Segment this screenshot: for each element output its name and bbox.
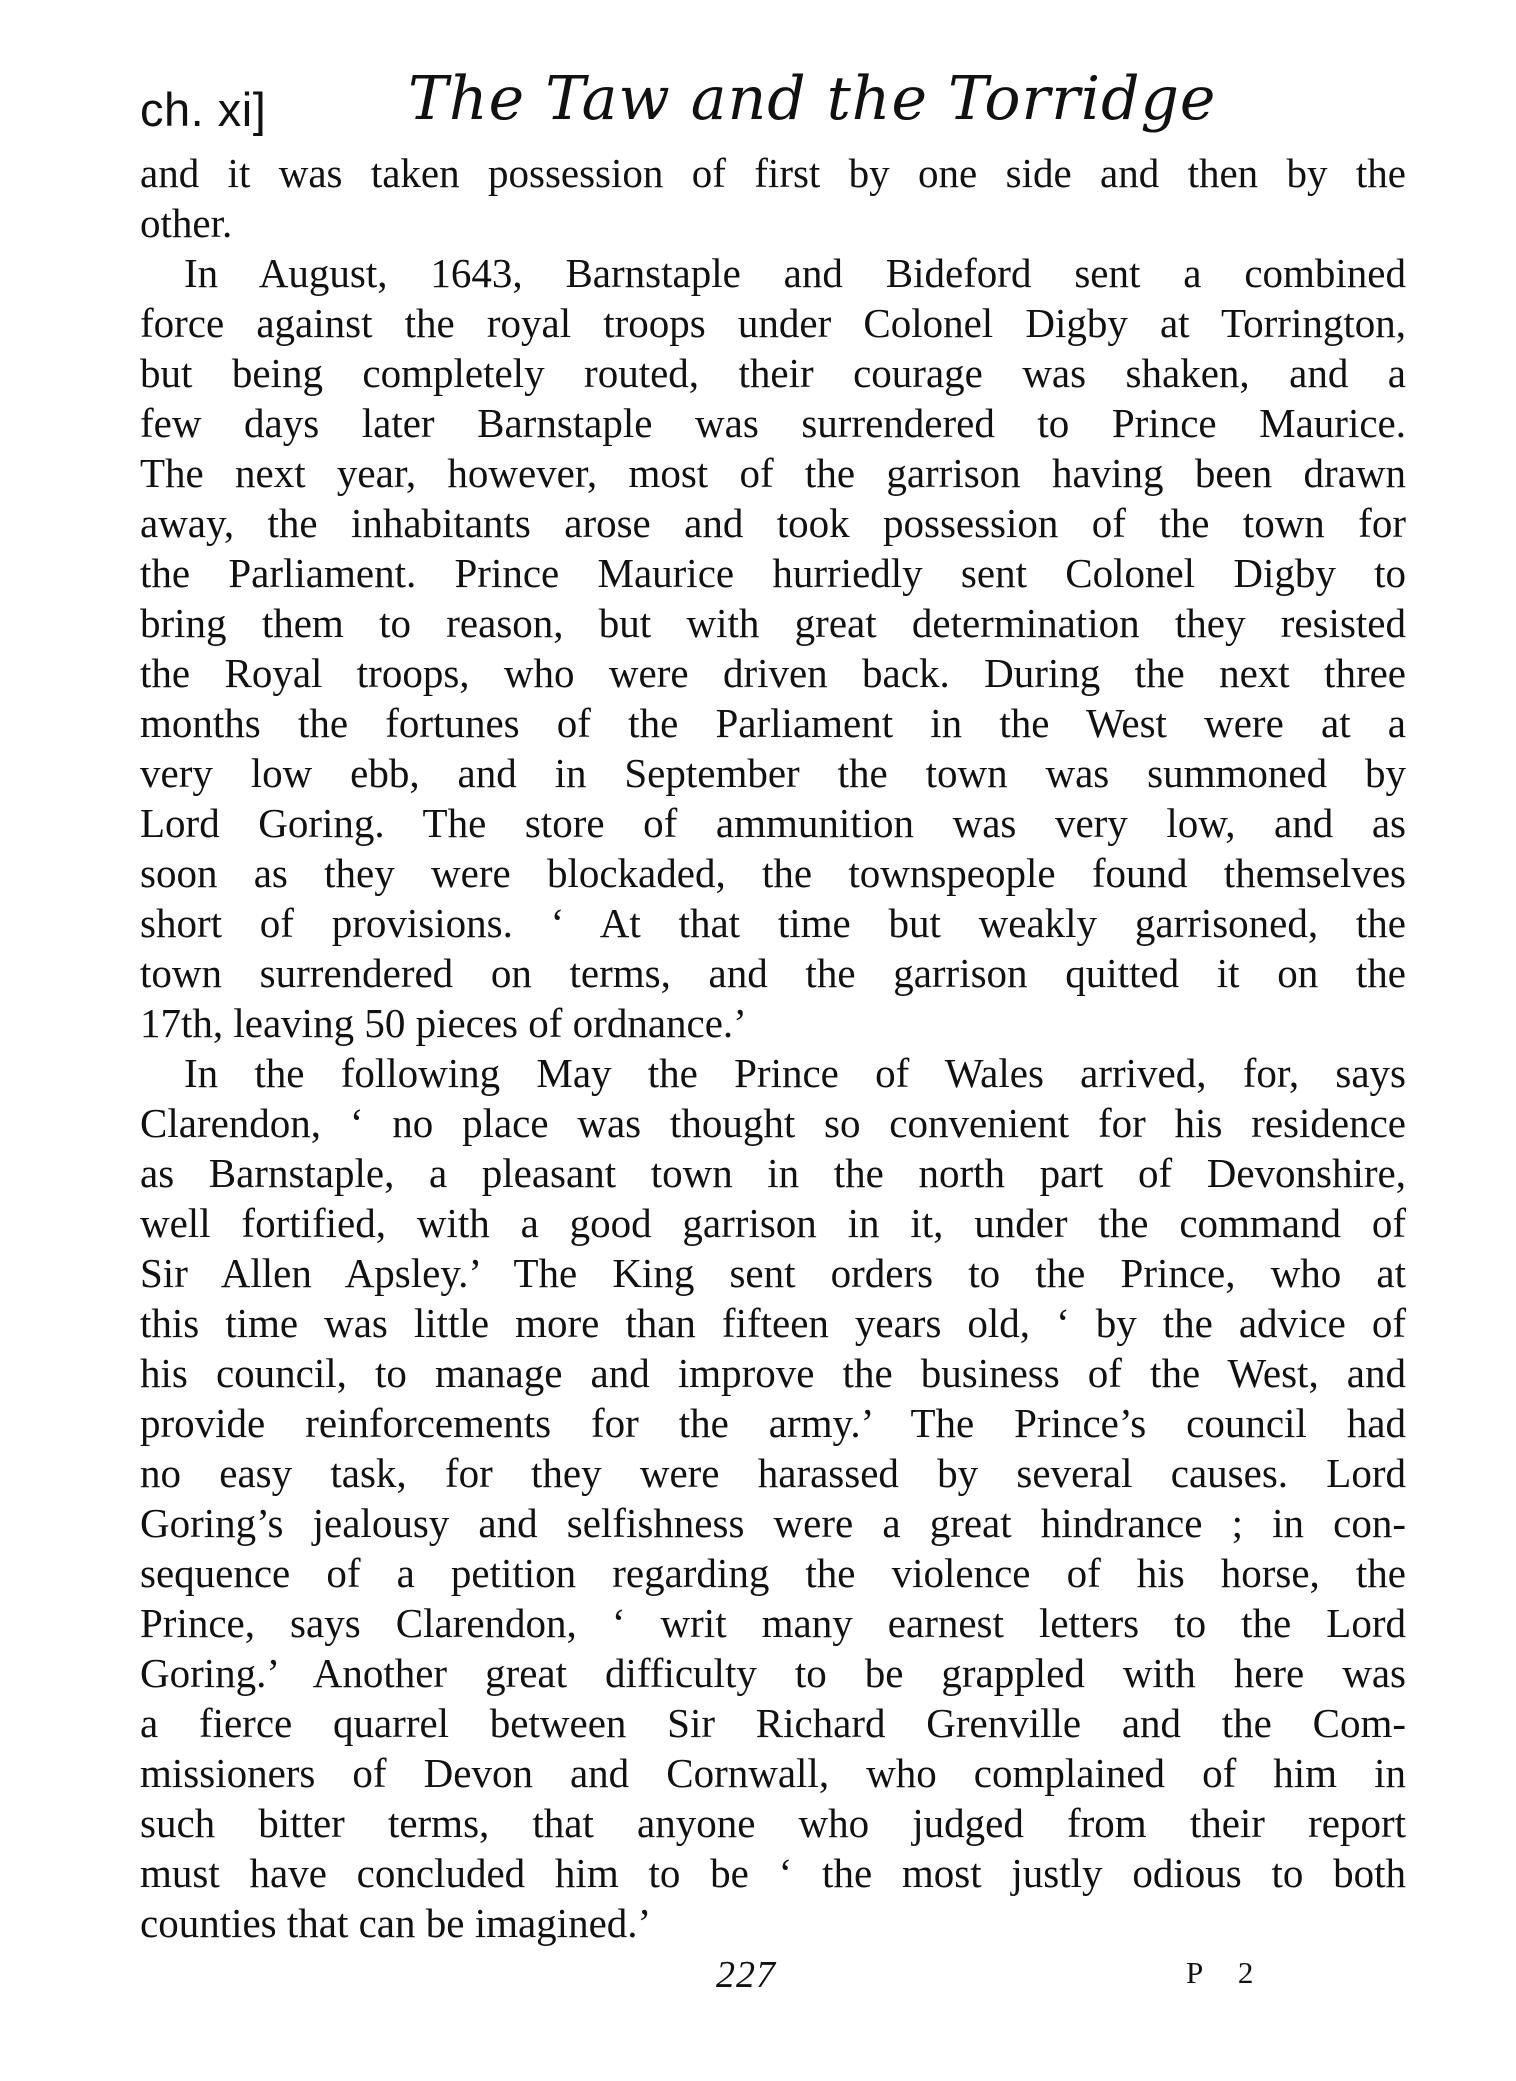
text-line: as Barnstaple, a pleasant town in the north part of Devonshire, bbox=[140, 1150, 1406, 1196]
text-line: counties that can be imagined.’ bbox=[140, 1900, 652, 1946]
text-line: well fortified, with a good garrison in it, under the command of bbox=[140, 1200, 1406, 1246]
running-title: The Taw and the Torridge bbox=[408, 64, 1217, 134]
text-line: months the fortunes of the Parliament in the West were at a bbox=[140, 700, 1406, 746]
text-line: Lord Goring. The store of ammunition was very low, and as bbox=[140, 800, 1406, 846]
text-line: away, the inhabitants arose and took possession of the town for bbox=[140, 500, 1406, 546]
text-line: Clarendon, ‘ no place was thought so convenient for his residence bbox=[140, 1100, 1406, 1146]
text-line: Prince, says Clarendon, ‘ writ many earnest letters to the Lord bbox=[140, 1600, 1406, 1646]
text-line: his council, to manage and improve the business of the West, and bbox=[140, 1350, 1406, 1396]
text-line: this time was little more than fifteen years old, ‘ by the advice of bbox=[140, 1300, 1406, 1346]
page-number: 227 bbox=[716, 1954, 776, 1996]
text-line: 17th, leaving 50 pieces of ordnance.’ bbox=[140, 1000, 747, 1046]
text-line: In the following May the Prince of Wales arrived, for, says bbox=[184, 1050, 1406, 1096]
text-line: the Royal troops, who were driven back. During the next three bbox=[140, 650, 1406, 696]
text-line: other. bbox=[140, 200, 233, 246]
text-line: sequence of a petition regarding the violence of his horse, the bbox=[140, 1550, 1406, 1596]
text-line: few days later Barnstaple was surrendered to Prince Maurice. bbox=[140, 400, 1406, 446]
body-text bbox=[140, 148, 1406, 1948]
text-line: Goring’s jealousy and selfishness were a great hindrance ; in con- bbox=[140, 1500, 1406, 1546]
text-line: and it was taken possession of first by one side and then by the bbox=[140, 150, 1406, 196]
text-line: town surrendered on terms, and the garrison quitted it on the bbox=[140, 950, 1406, 996]
text-line: Sir Allen Apsley.’ The King sent orders to the Prince, who at bbox=[140, 1250, 1406, 1296]
text-line: a fierce quarrel between Sir Richard Grenville and the Com- bbox=[140, 1700, 1406, 1746]
text-line: must have concluded him to be ‘ the most justly odious to both bbox=[140, 1850, 1406, 1896]
text-line: but being completely routed, their courage was shaken, and a bbox=[140, 350, 1406, 396]
text-line: Goring.’ Another great difficulty to be grappled with here was bbox=[140, 1650, 1406, 1696]
text-line: force against the royal troops under Colonel Digby at Torrington, bbox=[140, 300, 1406, 346]
text-line: missioners of Devon and Cornwall, who complained of him in bbox=[140, 1750, 1406, 1796]
text-line: such bitter terms, that anyone who judged from their report bbox=[140, 1800, 1406, 1846]
signature-mark: P 2 bbox=[1186, 1955, 1268, 1990]
text-line: no easy task, for they were harassed by several causes. Lord bbox=[140, 1450, 1406, 1496]
text-line: short of provisions. ‘ At that time but weakly garrisoned, the bbox=[140, 900, 1406, 946]
chapter-reference: ch. xi] bbox=[140, 83, 267, 136]
text-line: soon as they were blockaded, the townspeople found themselves bbox=[140, 850, 1406, 896]
text-line: very low ebb, and in September the town was summoned by bbox=[140, 750, 1406, 796]
text-line: The next year, however, most of the garrison having been drawn bbox=[140, 450, 1406, 496]
text-line: the Parliament. Prince Maurice hurriedly sent Colonel Digby to bbox=[140, 550, 1406, 596]
text-line: In August, 1643, Barnstaple and Bideford sent a combined bbox=[184, 250, 1406, 296]
text-line: provide reinforcements for the army.’ The Prince’s council had bbox=[140, 1400, 1406, 1446]
text-line: bring them to reason, but with great determination they resisted bbox=[140, 600, 1406, 646]
running-head bbox=[140, 58, 1390, 148]
